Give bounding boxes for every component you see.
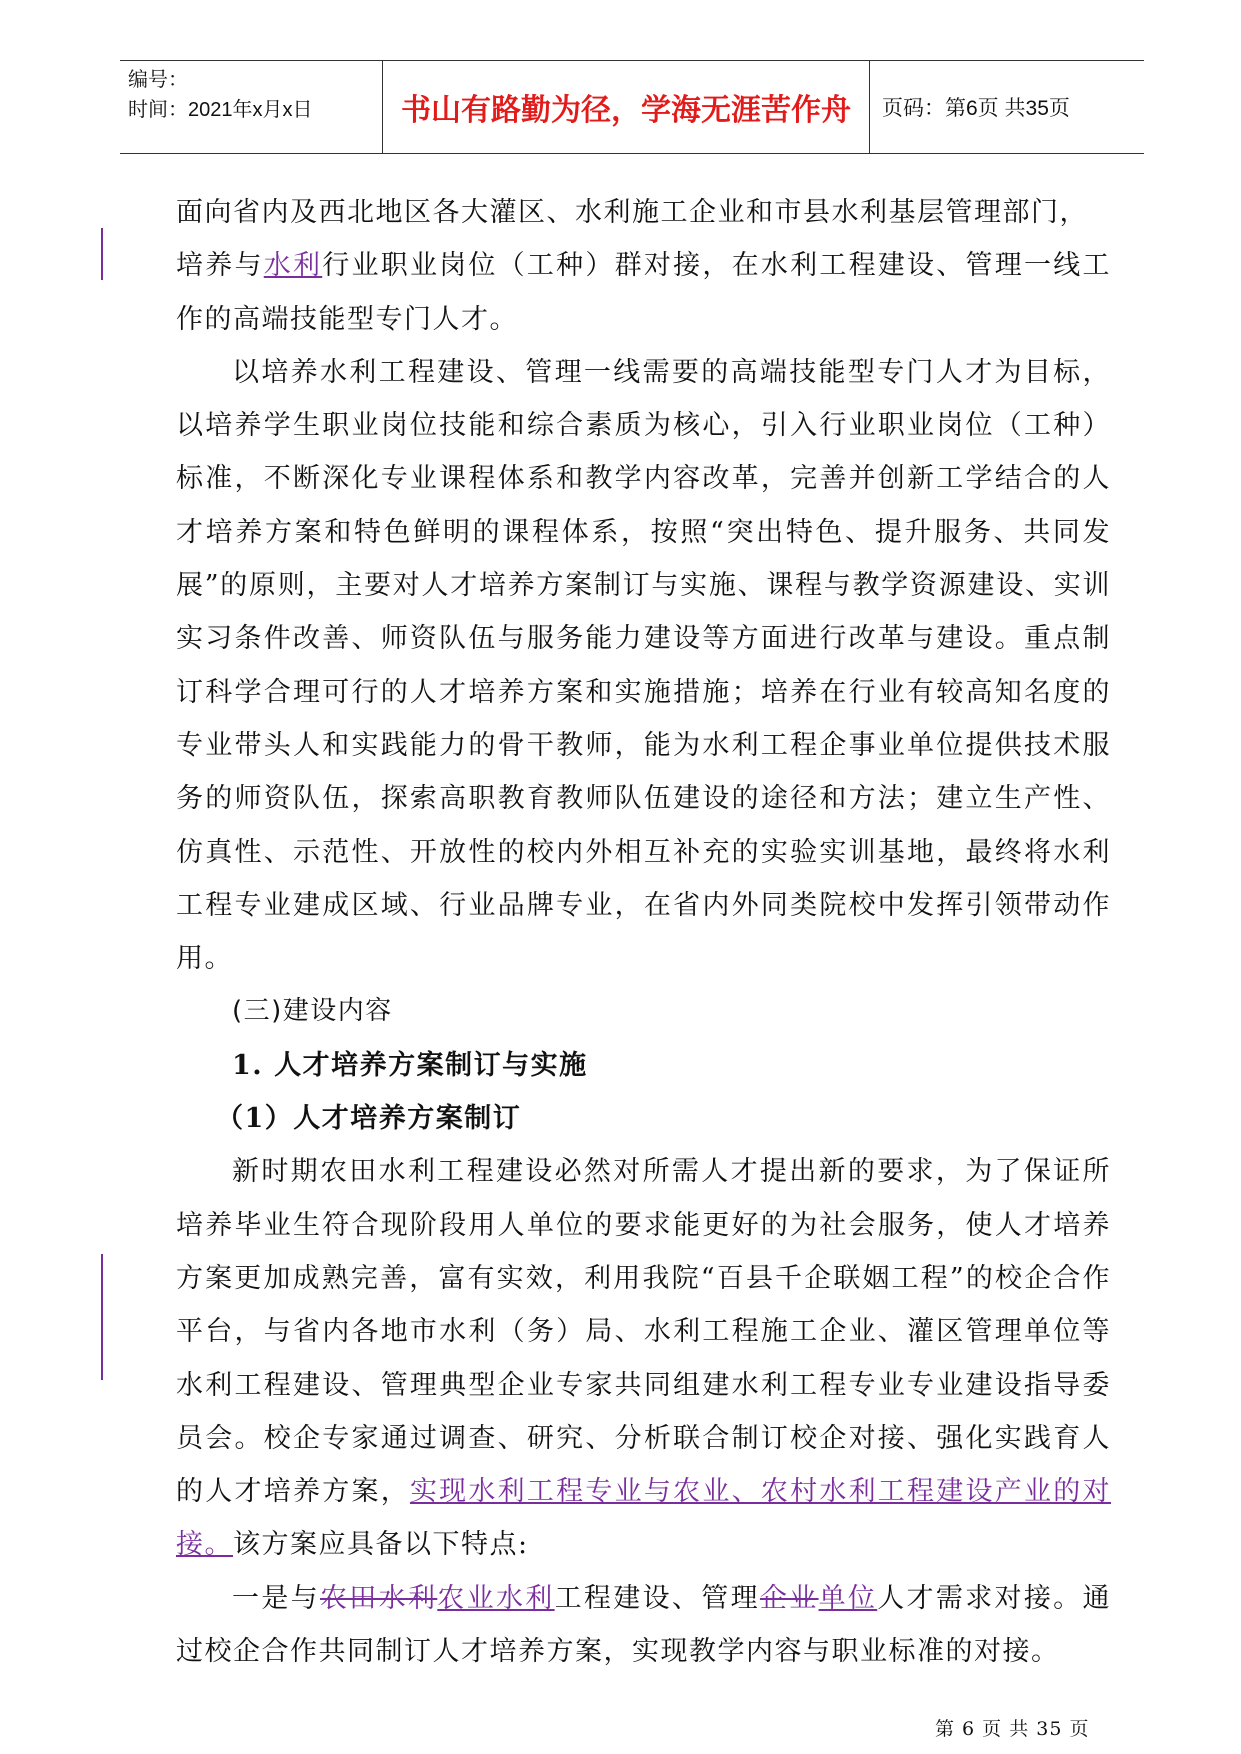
paragraph-text: 新时期农田水利工程建设必然对所需人才提出新的要求，为了保证所培养毕业生符合现阶段用人单位的要求能更好的为社会服务，使人才培养方案更加成熟完善，富有实效，利用我院“百县千企联姻工程”的校企合作平台，与省内各地市水利（务）局、水利工程施工企业、灌区管理单位等水利工程建设、管理典型企业专家共同组建水利工程专业专业建设指导委员会。校企专家通过调查、研究、分析联合制订校企对接、强化实践育人的人才培养方案， — [176, 1156, 1111, 1508]
paragraph-text: 人才需求对接。通过校企合作共同制订人才培养方案，实现教学内容与职业标准的对接。 — [176, 1582, 1112, 1668]
page-header — [120, 60, 1144, 154]
number-label: 编号： — [128, 69, 188, 91]
paragraph-text: 工程建设、管理 — [554, 1582, 760, 1614]
paragraph-text: 培养与 — [176, 250, 264, 282]
paragraph: 以培养水利工程建设、管理一线需要的高端技能型专门人才为目标，以培养学生职业岗位技能和综合素质为核心，引入行业职业岗位（工种）标准，不断深化专业课程体系和教学内容改革，完善并创新工学结合的人才培养方案和特色鲜明的课程体系，按照“突出特色、提升服务、共同发展”的原则，主要对人才培养方案制订与实施、课程与教学资源建设、实训实习条件改善、师资队伍与服务能力建设等方面进行改革与建设。重点制订科学合理可行的人才培养方案和实施措施；培养在行业有较高知名度的专业带头人和实践能力的骨干教师，能为水利工程企事业单位提供技术服务的师资队伍，探索高职教育教师队伍建设的途径和方法；建立生产性、仿真性、示范性、开放性的校内外相互补充的实验实训基地，最终将水利工程专业建成区域、行业品牌专业，在省内外同类院校中发挥引领带动作用。 — [176, 356, 1111, 975]
document-body — [176, 186, 1111, 1678]
paragraph-text: 面向省内及西北地区各大灌区、水利施工企业和市县水利基层管理部门， — [176, 197, 1088, 228]
header-meta — [120, 61, 382, 153]
time-line: 时间：2021年x月x日 — [128, 99, 313, 121]
inserted-text: 水利 — [263, 250, 323, 282]
paragraph-text: 一是与 — [232, 1582, 320, 1614]
deleted-text: 企业 — [759, 1582, 819, 1614]
paragraph — [176, 186, 1111, 346]
sub-subsection-heading: （1）人才培养方案制订 — [216, 1103, 522, 1135]
change-bar — [101, 228, 103, 280]
page-footer: 第 6 页 共 35 页 — [935, 1718, 1090, 1740]
paragraph-text: 行业职业岗位（工种）群对接，在水利工程建设、管理一线工作的高端技能型专门人才。 — [176, 250, 1112, 335]
inserted-text: 单位 — [818, 1582, 878, 1614]
inserted-text: 农业水利 — [437, 1582, 555, 1614]
inserted-text: 实现水利工程专业与农业、农村水利工程建设产业的对接。 — [176, 1476, 1112, 1561]
section-heading: (三)建设内容 — [232, 996, 393, 1027]
subsection-heading: 1. 人才培养方案制订与实施 — [232, 1049, 588, 1081]
paragraph-text: 该方案应具备以下特点: — [233, 1529, 529, 1561]
change-bar — [101, 1254, 103, 1380]
paragraph — [176, 1145, 1111, 1571]
deleted-text: 农田水利 — [319, 1582, 438, 1614]
header-page-label: 页码：第6页 共35页 — [882, 97, 1070, 120]
paragraph — [176, 1572, 1111, 1679]
header-motto: 书山有路勤为径，学海无涯苦作舟 — [382, 61, 870, 153]
